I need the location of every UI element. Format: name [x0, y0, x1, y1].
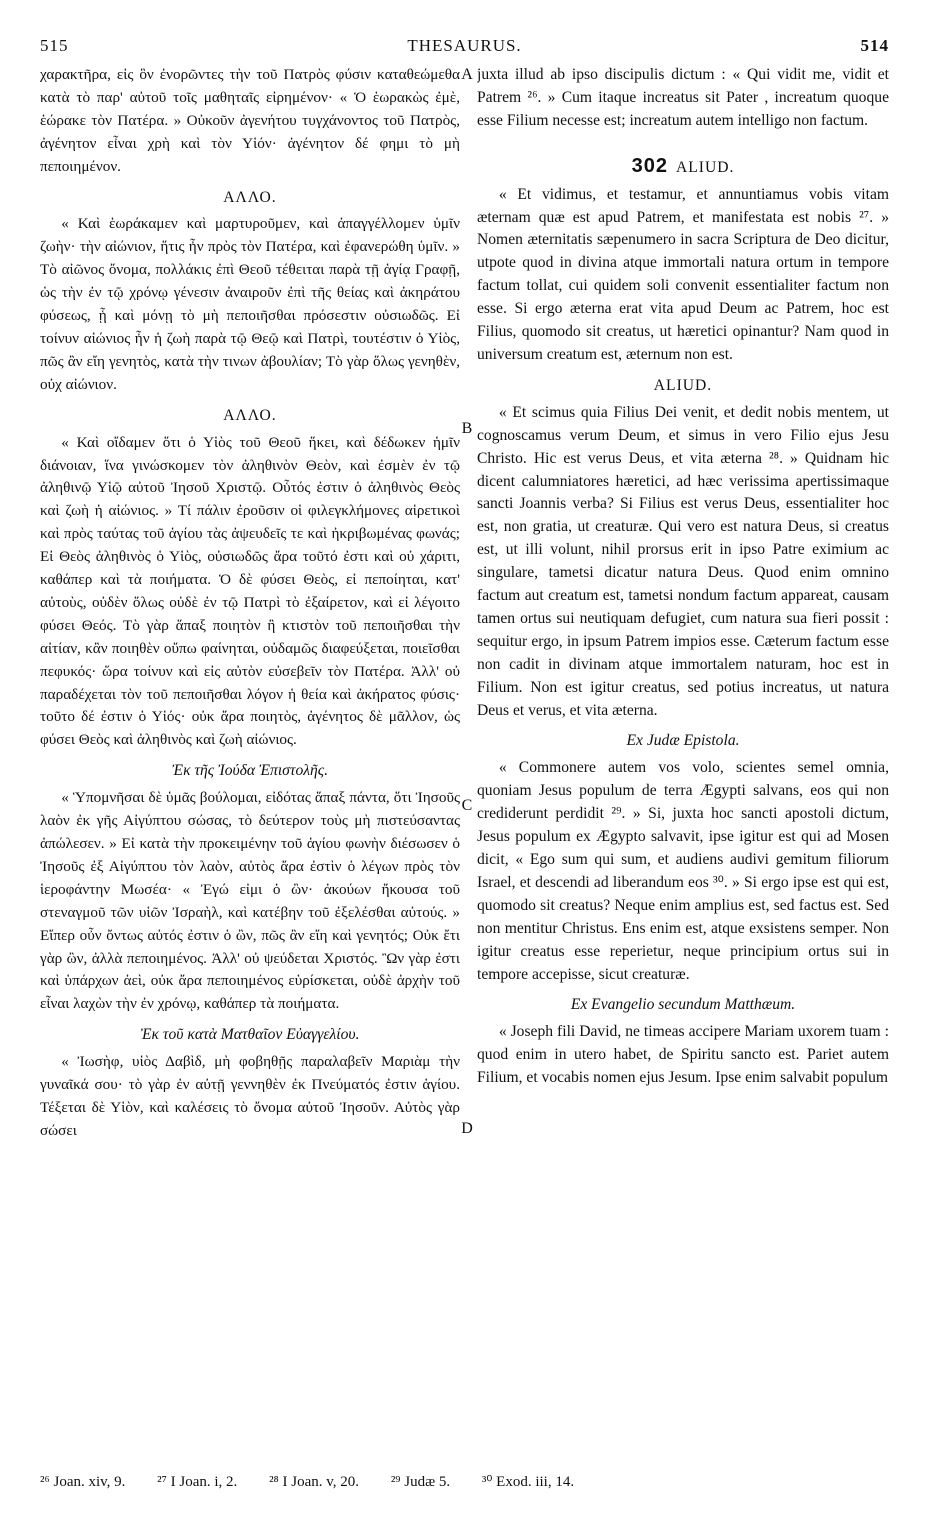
greek-section-heading: Ἐκ τῆς Ἰούδα Ἐπιστολῆς.: [172, 762, 328, 780]
margin-marker-b: B: [461, 420, 473, 437]
latin-heading-text: ALIUD.: [676, 158, 735, 176]
page-number-right: 514: [860, 36, 889, 55]
page-number-left: 515: [40, 36, 69, 55]
footnote: ²⁶ Joan. xiv, 9.: [40, 1474, 126, 1490]
latin-section-heading: Ex Judæ Epistola.: [626, 732, 740, 750]
latin-paragraph: « Et vidimus, et testamur, et annuntiamus vobis vitam æternam quæ est apud Patrem, et manifestata est nobis ²⁷. » Nomen æternitatis sæpenumero in sacra Scriptura de Deo dicitur, utpote quod in divina atque immortali natura ortum in tempore factum tollat, cui quidem soli convenit essentialiter factum non esse. Si ergo æterna erat vita apud Deum ac Patrem, hoc est Filius, quomodo sit creatus, ut hæretici opinantur? Nam quod in universum creatum est, æternum non est.: [477, 185, 889, 363]
margin-marker-a: A: [461, 66, 473, 83]
greek-section-heading: Ἐκ τοῦ κατὰ Ματθαῖον Εὐαγγελίου.: [140, 1026, 360, 1044]
greek-column: [40, 64, 460, 1459]
latin-paragraph: « Joseph fili David, ne timeas accipere Mariam uxorem tuam : quod enim in utero habet, de Spiritu sancto est. Pariet autem Filium, et vocabis nomen ejus Jesum. Ipse enim salvabit populum: [477, 1023, 889, 1087]
margin-marker-c: C: [461, 797, 473, 814]
greek-section-heading: ΑΛΛΟ.: [223, 406, 277, 424]
greek-paragraph: « Ὑπομνῆσαι δὲ ὑμᾶς βούλομαι, εἰδότας ἅπαξ πάντα, ὅτι Ἰησοῦς λαὸν ἐκ γῆς Αἰγύπτου σώσας, τὸ δεύτερον τοὺς μὴ πιστεύσαντας ἀπώλεσεν. » Εἰ κατὰ τὴν προκειμένην τοῦ ἁγίου φωνὴν διέσωσεν ὁ Ἰησοῦς ἐξ Αἰγύπτου τὸν λαὸν, αὐτὸς ἄρα ἐστὶν ὁ λέγων πρὸς τὸν ἱεροφάντην Μωσέα· « Ἐγώ εἰμι ὁ ὢν· ἀκούων ἤκουσα τοῦ στεναγμοῦ τῶν υἱῶν Ἰσραὴλ, καὶ κατέβην τοῦ ἐξελέσθαι αὐτούς. » Εἴπερ οὖν ὄντως αὐτός ἐστιν ὁ ὢν, πῶς ἂν εἴη καὶ γενητός; Οὐκ ἔτι γὰρ ὢν, ἀλλὰ πεποιημένος. Ἀλλ' οὐ ψεύδεται Χριστός. Ὢν γὰρ ἐστι καὶ ὑπάρχων ἀεὶ, οὐκ ἄρα πεποιημένος εὑρίσκεται, οὐδὲ ἀρχὴν τοῦ εἶναι λαχὼν τὴν ἐν χρόνῳ, καθάπερ τὰ ποιήματα.: [40, 789, 460, 1013]
latin-section-heading: ALIUD.: [653, 376, 713, 394]
latin-column: [477, 64, 889, 1459]
latin-paragraph: juxta illud ab ipso discipulis dictum : « Qui vidit me, vidit et Patrem ²⁶. » Cum itaque increatus sit Pater , increatum quoque esse Filium necesse est; increatum autem intelligo non factum.: [477, 66, 889, 129]
column-number: 302: [631, 154, 668, 177]
footnote: ²⁹ Judæ 5.: [390, 1474, 451, 1490]
footnotes: [40, 1472, 889, 1498]
greek-paragraph: « Καὶ ἑωράκαμεν καὶ μαρτυροῦμεν, καὶ ἀπαγγέλλομεν ὑμῖν ζωὴν· τὴν αἰώνιον, ἥτις ἦν πρὸς τὸν Πατέρα, καὶ ἐφανερώθη ὑμῖν. » Τὸ αἰῶνος ὄνομα, πολλάκις ἐπὶ Θεοῦ τέθειται παρὰ τῇ ἁγίᾳ Γραφῇ, ὡς τὴν ἐν τῷ χρόνῳ γένεσιν ἀναιροῦν ἐπὶ τῆς θείας καὶ ἀκηράτου φύσεως, ᾗ καὶ μόνῃ τὸ μὴ πεποιῆσθαι πρόσεστιν οὐσιωδῶς. Εἰ τοίνυν αἰώνιος ἦν ἡ ζωὴ παρὰ τῷ Θεῷ καὶ Πατρὶ, τουτέστιν ὁ Υἱὸς, πῶς ἂν εἴη γενητὸς, κατὰ τὴν τινων ἀβουλίαν; Τὸ γὰρ ὅλως γενηθὲν, οὐχ αἰώνιον.: [40, 215, 460, 393]
page-header: [40, 36, 889, 60]
footnote: ³⁰ Exod. iii, 14.: [481, 1474, 575, 1490]
latin-section-heading: Ex Evangelio secundum Matthæum.: [570, 996, 796, 1014]
greek-paragraph: « Ἰωσὴφ, υἱὸς Δαβὶδ, μὴ φοβηθῇς παραλαβεῖν Μαριὰμ τὴν γυναῖκά σου· τὸ γὰρ ἐν αὐτῇ γεννηθὲν ἐκ Πνεύματός ἐστιν ἁγίου. Τέξεται δὲ Υἱὸν, καὶ καλέσεις τὸ ὄνομα αὐτοῦ Ἰησοῦν. Αὐτὸς γὰρ σώσει: [40, 1053, 460, 1139]
margin-marker-d: D: [461, 1120, 473, 1137]
footnote: ²⁸ I Joan. v, 20.: [269, 1474, 360, 1490]
latin-paragraph: « Et scimus quia Filius Dei venit, et dedit nobis mentem, ut cognoscamus verum Deum, et simus in vero Filio ejus Jesu Christo. Hic est verus Deus, et vita æterna ²⁸. » Quidnam hic dicent calumniatores hæretici, ad hæc verissima apertissimaque sancti Joannis verba? Si Filius est verus Deus, essentialiter hoc est, non gratia, ut creaturæ. Qui vero est natura Deus, si creatus est, ut illi volunt, nihil prorsus erit in ipso Patre eximium ac singulare, tametsi dicatur natura Deus. Quod enim omnino factum aut creatum est, tametsi nondum factum appareat, causam tamen ortus sui neutiquam defugiet, cum natura sua fieri possit : sequitur ergo, in ipsum Patrem impios esse. Cæterum factum esse non cadit in divinam atque immortalem naturam, hoc est in Filium. Non est igitur creatus, sed potius increatus, ut natura Deus et verus, et vita æterna.: [477, 403, 889, 719]
greek-section-heading: ΑΛΛΟ.: [223, 188, 277, 206]
footnote: ²⁷ I Joan. i, 2.: [157, 1474, 238, 1490]
latin-paragraph: « Commonere autem vos volo, scientes semel omnia, quoniam Jesus populum de terra Ægypti salvans, eos qui non crediderunt perdidit ²⁹. » Si, juxta hoc sancti apostoli dictum, Jesus populum ex Ægypto salvavit, ipse igitur est qui ad Mosen dicit, « Ego sum qui sum, et audiens audivi gemitum filiorum Israel, et descendi ad liberandum eos ³⁰. » Si ergo ipse est qui est, quomodo sit creatus? Neque enim amplius est, sed factus est. Sed non mentitur Christus. Ens enim est, atque exsistens semper. Non igitur creatus esse reperietur, neque principium ortus sui in tempore accepisse, sicut creaturæ.: [477, 759, 889, 983]
latin-section-heading: [477, 155, 889, 180]
running-title: THESAURUS.: [407, 36, 522, 55]
greek-paragraph: χαρακτῆρα, εἰς ὃν ἐνορῶντες τὴν τοῦ Πατρὸς φύσιν καταθεώμεθα κατὰ τὸ παρ' αὐτοῦ τοῖς μαθηταῖς εἰρημένον· « Ὁ ἑωρακὼς ἐμὲ, ἑώρακε τὸν Πατέρα. » Οὐκοῦν ἀγενήτου τυγχάνοντος τοῦ Πατρὸς, ἀγένητον εἶναι χρὴ καὶ τὸν Υἱόν· ἀγένητον δέ φημι τὸ μὴ πεποιημένον.: [40, 66, 460, 175]
greek-paragraph: « Καὶ οἴδαμεν ὅτι ὁ Υἱὸς τοῦ Θεοῦ ἥκει, καὶ δέδωκεν ἡμῖν διάνοιαν, ἵνα γινώσκομεν τὸν ἀληθινὸν Θεὸν, καὶ ἐσμὲν ἐν τῷ ἀληθινῷ Υἱῷ αὐτοῦ Ἰησοῦ Χριστῷ. Οὗτός ἐστιν ὁ ἀληθινὸς Θεὸς καὶ ζωὴ ἡ αἰώνιος. » Τί πάλιν ἐροῦσιν οἱ φιλεγκλήμονες αἱρετικοὶ καὶ πρὸς ταύτας τοῦ ἁγίου τὰς ἀψευδεῖς τε καὶ ἠκριβωμένας φωνάς; Εἰ Θεὸς ἀληθινὸς ὁ Υἱὸς, οὐσιωδῶς ἄρα τοῦτό ἐστι καὶ οὐ χάριτι, καθάπερ καὶ τὰ ποιήματα. Ὁ δὲ φύσει Θεὸς, εἰ πεποίηται, κατ' αὐτοὺς, οὐδὲν ὅλως οὐδὲ ἐν τῷ Πατρὶ τὸ ἐξαίρετον, καὶ εἰ λέγοιτο φύσει Θεός. Τὸ γὰρ ἅπαξ ποιητὸν ἢ κτιστὸν τοῦ πεποιῆσθαι τὴν αἰτίαν, κἂν ποιηθὲν οὔπω φαίνηται, οὐδαμῶς διαφεύξεται, ποιεῖσθαι πεφυκός· ὥρα τοίνυν καὶ εἰς αὐτὸν εὐσεβεῖν τὸν Πατέρα. Ἀλλ' οὐ παραδέχεται τὸν τοῦ πεποιῆσθαι λόγον ἡ θεία καὶ ἀκήρατος φύσις· τοῦτο δέ ἐστιν ὁ Υἱός· οὐκ ἄρα ποιητὸς, ἀγένητος δὲ μᾶλλον, ὡς φύσει Θεὸς καὶ ἀληθινὸς καὶ ζωὴ αἰώνιος.: [40, 433, 460, 749]
